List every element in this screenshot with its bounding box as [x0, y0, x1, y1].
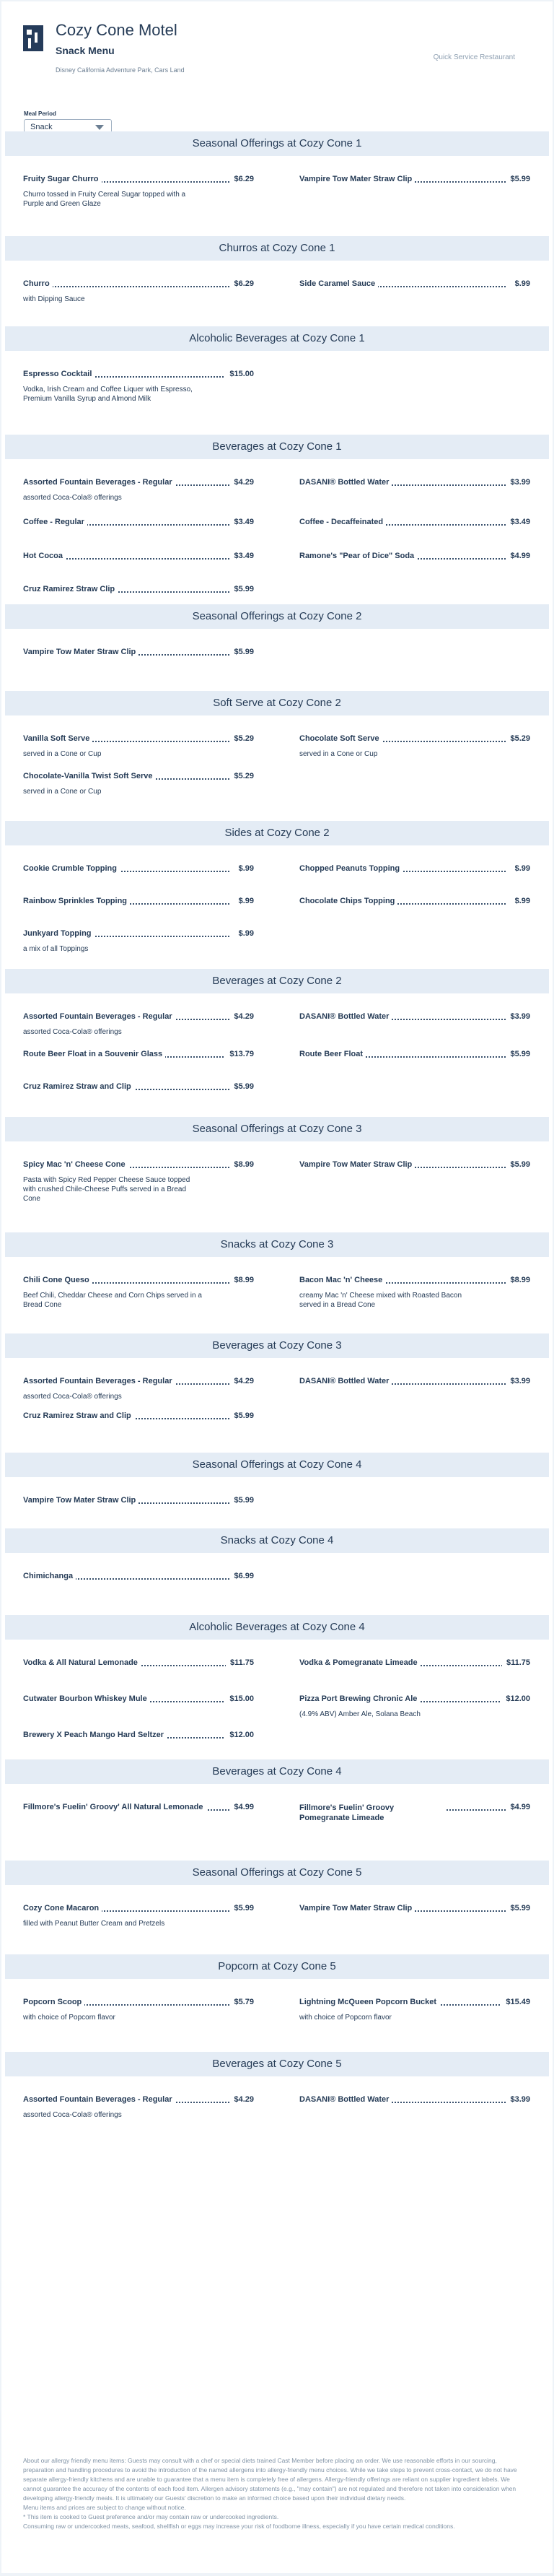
item-name: Vodka & All Natural Lemonade — [23, 1658, 141, 1667]
item-header — [23, 1377, 254, 1388]
item-price: $3.49 — [229, 518, 254, 526]
menu-item[interactable] — [299, 518, 530, 529]
item-header — [23, 772, 254, 783]
item-price: $11.75 — [502, 1658, 530, 1667]
page-header — [1, 1, 553, 94]
menu-section — [5, 1528, 549, 1580]
menu-item[interactable] — [299, 1803, 530, 1822]
menu-item[interactable] — [23, 1904, 254, 1928]
item-price: $4.99 — [229, 1803, 254, 1811]
item-price: $3.99 — [506, 478, 530, 487]
meal-period-label: Meal Period — [24, 110, 56, 117]
menu-section — [5, 1333, 549, 1420]
menu-section — [5, 691, 549, 796]
item-name: Rainbow Sprinkles Topping — [23, 897, 130, 905]
item-header — [23, 1694, 254, 1706]
menu-section — [5, 326, 549, 403]
item-name: Vampire Tow Mater Straw Clip — [23, 648, 138, 656]
menu-item[interactable] — [23, 1496, 254, 1507]
item-header — [23, 1572, 254, 1583]
item-name: Chili Cone Queso — [23, 1276, 92, 1284]
section-title: Seasonal Offerings at Cozy Cone 5 — [5, 1861, 549, 1885]
menu-section — [5, 1861, 549, 1928]
menu-section — [5, 969, 549, 1091]
item-name: Bacon Mac 'n' Cheese — [299, 1276, 385, 1284]
menu-section — [5, 1232, 549, 1309]
item-name: Assorted Fountain Beverages - Regular — [23, 478, 175, 487]
item-price: $.99 — [234, 864, 254, 873]
menu-item[interactable] — [23, 864, 254, 876]
item-header — [299, 1904, 530, 1915]
service-type: Quick Service Restaurant — [433, 53, 515, 61]
item-header — [299, 1658, 530, 1670]
item-name: Hot Cocoa — [23, 552, 66, 560]
item-description: assorted Coca-Cola® offerings — [23, 494, 122, 502]
menu-item[interactable] — [299, 1377, 530, 1388]
item-header — [23, 1904, 254, 1915]
item-price: $3.49 — [506, 518, 530, 526]
section-title: Seasonal Offerings at Cozy Cone 2 — [5, 604, 549, 629]
item-name: Cutwater Bourbon Whiskey Mule — [23, 1694, 150, 1703]
menu-item[interactable] — [299, 897, 530, 908]
item-price: $4.29 — [229, 478, 254, 487]
item-price: $4.29 — [229, 1012, 254, 1021]
item-name: Fruity Sugar Churro — [23, 175, 102, 183]
item-price: $5.99 — [506, 175, 530, 183]
item-name: Coffee - Decaffeinated — [299, 518, 386, 526]
item-price: $11.75 — [226, 1658, 254, 1667]
item-price: $5.99 — [229, 1082, 254, 1091]
item-description: served in a Cone or Cup — [23, 750, 102, 758]
item-header — [299, 1012, 530, 1024]
menu-item[interactable] — [23, 1050, 254, 1061]
menu-item[interactable] — [23, 1803, 254, 1814]
item-price: $.99 — [511, 897, 530, 905]
item-name: Chocolate-Vanilla Twist Soft Serve — [23, 772, 156, 780]
item-header — [23, 1050, 254, 1061]
menu-item[interactable] — [299, 1998, 530, 2022]
item-name: Route Beer Float — [299, 1050, 366, 1058]
menu-item[interactable] — [23, 1658, 254, 1670]
dot-leader — [23, 286, 229, 287]
item-header — [23, 1496, 254, 1507]
item-name: DASANI® Bottled Water — [299, 1012, 392, 1021]
item-name: Brewery X Peach Mango Hard Seltzer — [23, 1731, 167, 1739]
item-name: Ramone's "Pear of Dice" Soda — [299, 552, 417, 560]
item-description: served in a Cone or Cup — [23, 788, 102, 796]
item-header — [299, 1160, 530, 1172]
item-name: Chocolate Chips Topping — [299, 897, 397, 905]
item-description: with choice of Popcorn flavor — [299, 2014, 392, 2022]
menu-item[interactable] — [23, 1731, 254, 1742]
item-description: served in a Cone or Cup — [299, 750, 378, 758]
menu-item[interactable] — [23, 518, 254, 529]
section-title: Seasonal Offerings at Cozy Cone 3 — [5, 1117, 549, 1141]
item-price: $4.99 — [506, 552, 530, 560]
item-name: Espresso Cocktail — [23, 370, 94, 378]
item-header — [23, 1012, 254, 1024]
item-price: $5.99 — [506, 1160, 530, 1169]
item-price: $8.99 — [506, 1276, 530, 1284]
item-header — [299, 1803, 530, 1822]
menu-section — [5, 1954, 549, 2022]
section-title: Beverages at Cozy Cone 4 — [5, 1759, 549, 1784]
item-price: $.99 — [234, 897, 254, 905]
section-title: Churros at Cozy Cone 1 — [5, 236, 549, 261]
menu-item[interactable] — [23, 1377, 254, 1401]
item-description: with Dipping Sauce — [23, 295, 85, 303]
item-header — [299, 864, 530, 876]
item-price: $5.99 — [229, 1496, 254, 1505]
menu-item[interactable] — [299, 175, 530, 186]
item-price: $.99 — [511, 864, 530, 873]
item-header — [299, 1276, 530, 1287]
menu-item[interactable] — [23, 552, 254, 563]
item-name: Side Caramel Sauce — [299, 279, 378, 288]
item-header — [23, 648, 254, 659]
item-header — [23, 175, 254, 186]
menu-item[interactable] — [23, 1411, 254, 1423]
item-price: $.99 — [511, 279, 530, 288]
item-header — [299, 897, 530, 908]
menu-item[interactable] — [23, 929, 254, 954]
item-name: Fillmore's Fuelin' Groovy' All Natural Lemonade — [23, 1803, 206, 1811]
item-price: $5.99 — [229, 1904, 254, 1913]
consume-notice: Consuming raw or undercooked meats, seafood, shellfish or eggs may increase your risk of foodborne illness, especially if you have certain medical conditions. — [23, 2523, 455, 2530]
item-header — [299, 1050, 530, 1061]
item-name: Cozy Cone Macaron — [23, 1904, 102, 1913]
item-name: DASANI® Bottled Water — [299, 2095, 392, 2104]
item-name: Churro — [23, 279, 53, 288]
menu-item[interactable] — [299, 2095, 530, 2107]
menu-subtitle: Snack Menu — [56, 45, 115, 56]
item-price: $5.99 — [506, 1050, 530, 1058]
section-title: Alcoholic Beverages at Cozy Cone 1 — [5, 326, 549, 351]
item-name: Cruz Ramirez Straw Clip — [23, 585, 118, 593]
menu-section — [5, 2052, 549, 2119]
menu-section — [5, 821, 549, 953]
item-header — [299, 1998, 530, 2009]
location-text: Disney California Adventure Park, Cars Land — [56, 66, 185, 74]
restaurant-logo-icon — [23, 25, 43, 51]
item-price: $4.99 — [506, 1803, 530, 1811]
item-name: Lightning McQueen Popcorn Bucket — [299, 1998, 439, 2006]
menu-item[interactable] — [23, 1998, 254, 2022]
item-header — [23, 1160, 254, 1172]
menu-item[interactable] — [299, 1160, 530, 1172]
section-title: Snacks at Cozy Cone 3 — [5, 1232, 549, 1257]
item-price: $5.79 — [229, 1998, 254, 2006]
menu-section — [5, 1615, 549, 1739]
menu-item[interactable] — [23, 370, 254, 404]
item-header — [23, 1998, 254, 2009]
menu-item[interactable] — [299, 1050, 530, 1061]
allergy-notice: About our allergy friendly menu items: Guests may consult with a chef or special diets trained Cast Member before placing an order. We use reasonable efforts in our sourcing, preparation and handling procedures to avoid the introduction of the named allergens into allergy-friendly menu choices. While we take steps to prevent cross-contact, we do not have separate allergy-friendly kitchens and are unable to guarantee that a menu item is completely free of allergens. Allergy-friendly offerings are reliant on supplier ingredient labels. We cannot guarantee the accuracy of the contents of each food item. Allergen advisory statements (e.g., "may contain") are not regulated and therefore not taken into consideration when developing allergy-friendly meals. It is ultimately our Guests' discretion to make an informed choice based upon their individual dietary needs. — [23, 2457, 517, 2502]
item-header — [299, 1377, 530, 1388]
item-header — [23, 478, 254, 489]
item-name: Assorted Fountain Beverages - Regular — [23, 2095, 175, 2104]
item-header — [23, 734, 254, 746]
menu-section — [5, 236, 549, 303]
menu-section — [5, 131, 549, 208]
menu-item[interactable] — [299, 1276, 530, 1310]
item-header — [23, 585, 254, 596]
item-name: Vampire Tow Mater Straw Clip — [299, 1904, 415, 1913]
item-header — [23, 2095, 254, 2107]
item-price: $5.99 — [506, 1904, 530, 1913]
menu-item[interactable] — [299, 734, 530, 759]
menu-item[interactable] — [23, 1082, 254, 1094]
menu-item[interactable] — [23, 734, 254, 759]
item-price: $5.29 — [229, 734, 254, 743]
item-description: Beef Chili, Cheddar Cheese and Corn Chips served in a Bread Cone — [23, 1292, 202, 1309]
item-description: with choice of Popcorn flavor — [23, 2014, 115, 2022]
item-price: $8.99 — [229, 1160, 254, 1169]
menu-item[interactable] — [23, 1160, 254, 1204]
item-name: Vampire Tow Mater Straw Clip — [23, 1496, 138, 1505]
item-price: $13.79 — [225, 1050, 254, 1058]
item-name: Chopped Peanuts Topping — [299, 864, 403, 873]
section-title: Seasonal Offerings at Cozy Cone 1 — [5, 131, 549, 156]
menu-item[interactable] — [23, 1694, 254, 1706]
item-name: Assorted Fountain Beverages - Regular — [23, 1377, 175, 1385]
item-description: Churro tossed in Fruity Cereal Sugar topped with a Purple and Green Glaze — [23, 191, 186, 208]
item-name: Assorted Fountain Beverages - Regular — [23, 1012, 175, 1021]
item-name: Vanilla Soft Serve — [23, 734, 92, 743]
item-header — [299, 2095, 530, 2107]
item-price: $12.00 — [501, 1694, 530, 1703]
item-price: $8.99 — [229, 1276, 254, 1284]
item-name: Chocolate Soft Serve — [299, 734, 382, 743]
menu-section — [5, 604, 549, 656]
item-name: Cookie Crumble Topping — [23, 864, 120, 873]
section-title: Sides at Cozy Cone 2 — [5, 821, 549, 845]
item-name: DASANI® Bottled Water — [299, 1377, 392, 1385]
menu-item[interactable] — [23, 175, 254, 209]
item-price: $12.00 — [225, 1731, 254, 1739]
menu-item[interactable] — [299, 552, 530, 563]
item-name: Fillmore's Fuelin' Groovy Pomegranate Limeade — [299, 1803, 447, 1823]
item-description: assorted Coca-Cola® offerings — [23, 1028, 122, 1036]
menu-section — [5, 435, 549, 593]
item-price: $4.29 — [229, 2095, 254, 2104]
item-description: assorted Coca-Cola® offerings — [23, 2111, 122, 2119]
menu-item[interactable] — [23, 2095, 254, 2120]
item-name: Route Beer Float in a Souvenir Glass — [23, 1050, 165, 1058]
item-header — [23, 518, 254, 529]
item-name: Junkyard Topping — [23, 929, 94, 938]
item-price: $3.99 — [506, 2095, 530, 2104]
menu-item[interactable] — [23, 648, 254, 659]
item-price: $5.99 — [229, 1411, 254, 1420]
menu-item[interactable] — [23, 772, 254, 796]
item-price: $15.49 — [501, 1998, 530, 2006]
menu-section — [5, 1453, 549, 1505]
item-price: $15.00 — [225, 1694, 254, 1703]
menu-item[interactable] — [23, 1572, 254, 1583]
menu-item[interactable] — [23, 1276, 254, 1310]
item-description: filled with Peanut Butter Cream and Pretzels — [23, 1920, 165, 1928]
item-price: $3.99 — [506, 1377, 530, 1385]
section-title: Beverages at Cozy Cone 3 — [5, 1333, 549, 1358]
menu-item[interactable] — [299, 279, 530, 291]
item-name: Coffee - Regular — [23, 518, 87, 526]
item-price: $5.29 — [229, 772, 254, 780]
item-name: DASANI® Bottled Water — [299, 478, 392, 487]
item-price: $15.00 — [225, 370, 254, 378]
menu-page — [1, 1, 553, 2573]
item-name: Chimichanga — [23, 1572, 76, 1580]
item-description: assorted Coca-Cola® offerings — [23, 1393, 122, 1401]
item-header — [299, 175, 530, 186]
menu-item[interactable] — [23, 897, 254, 908]
item-header — [23, 897, 254, 908]
menu-item[interactable] — [23, 279, 254, 304]
menu-item[interactable] — [23, 478, 254, 502]
item-name: Pizza Port Brewing Chronic Ale — [299, 1694, 420, 1703]
item-header — [23, 1276, 254, 1287]
menu-item[interactable] — [299, 1694, 530, 1719]
item-price: $5.99 — [229, 585, 254, 593]
item-header — [23, 929, 254, 941]
item-price: $5.29 — [506, 734, 530, 743]
item-header — [23, 370, 254, 381]
item-header — [23, 1411, 254, 1423]
meal-period-value: Snack — [30, 123, 53, 131]
section-title: Alcoholic Beverages at Cozy Cone 4 — [5, 1615, 549, 1640]
item-description: a mix of all Toppings — [23, 945, 89, 953]
item-name: Spicy Mac 'n' Cheese Cone — [23, 1160, 128, 1169]
section-title: Snacks at Cozy Cone 4 — [5, 1528, 549, 1553]
restaurant-title: Cozy Cone Motel — [56, 21, 177, 39]
item-header — [299, 1694, 530, 1706]
raw-item-notice: * This item is cooked to Guest preference and/or may contain raw or undercooked ingredients. — [23, 2513, 279, 2520]
item-name: Popcorn Scoop — [23, 1998, 84, 2006]
item-price: $6.29 — [229, 279, 254, 288]
item-price: $4.29 — [229, 1377, 254, 1385]
menu-item[interactable] — [299, 864, 530, 876]
menu-item[interactable] — [23, 585, 254, 596]
item-name: Vampire Tow Mater Straw Clip — [299, 175, 415, 183]
section-title: Soft Serve at Cozy Cone 2 — [5, 691, 549, 715]
item-header — [299, 279, 530, 291]
item-header — [23, 1082, 254, 1094]
item-price: $3.49 — [229, 552, 254, 560]
menu-item[interactable] — [299, 1904, 530, 1915]
item-header — [299, 734, 530, 746]
item-header — [299, 552, 530, 563]
menu-section — [5, 1117, 549, 1203]
item-price: $3.99 — [506, 1012, 530, 1021]
chevron-down-icon — [95, 125, 104, 130]
menu-item[interactable] — [299, 1012, 530, 1024]
menu-section — [5, 1759, 549, 1822]
item-header — [23, 1803, 254, 1814]
item-header — [299, 478, 530, 489]
item-header — [299, 518, 530, 529]
item-price: $6.99 — [229, 1572, 254, 1580]
menu-item[interactable] — [23, 1012, 254, 1037]
menu-item[interactable] — [299, 478, 530, 489]
item-name: Vampire Tow Mater Straw Clip — [299, 1160, 415, 1169]
item-description: (4.9% ABV) Amber Ale, Solana Beach — [299, 1710, 421, 1718]
item-price: $6.29 — [229, 175, 254, 183]
menu-item[interactable] — [299, 1658, 530, 1670]
item-header — [23, 1731, 254, 1742]
item-price: $.99 — [234, 929, 254, 938]
item-description: Pasta with Spicy Red Pepper Cheese Sauce topped with crushed Chile-Cheese Puffs served in a Bread Cone — [23, 1176, 190, 1203]
item-name: Cruz Ramirez Straw and Clip — [23, 1082, 134, 1091]
item-description: creamy Mac 'n' Cheese mixed with Roasted Bacon served in a Bread Cone — [299, 1292, 462, 1309]
footer-notes — [23, 2456, 528, 2531]
section-title: Beverages at Cozy Cone 5 — [5, 2052, 549, 2076]
item-name: Vodka & Pomegranate Limeade — [299, 1658, 421, 1667]
price-change-notice: Menu items and prices are subject to change without notice. — [23, 2504, 186, 2511]
item-header — [23, 552, 254, 563]
item-header — [23, 1658, 254, 1670]
item-name: Cruz Ramirez Straw and Clip — [23, 1411, 134, 1420]
item-header — [23, 864, 254, 876]
section-title: Seasonal Offerings at Cozy Cone 4 — [5, 1453, 549, 1477]
section-title: Beverages at Cozy Cone 1 — [5, 435, 549, 459]
section-title: Popcorn at Cozy Cone 5 — [5, 1954, 549, 1979]
section-title: Beverages at Cozy Cone 2 — [5, 969, 549, 993]
item-description: Vodka, Irish Cream and Coffee Liquer with Espresso, Premium Vanilla Syrup and Almond Milk — [23, 386, 193, 403]
item-header — [23, 279, 254, 291]
item-price: $5.99 — [229, 648, 254, 656]
